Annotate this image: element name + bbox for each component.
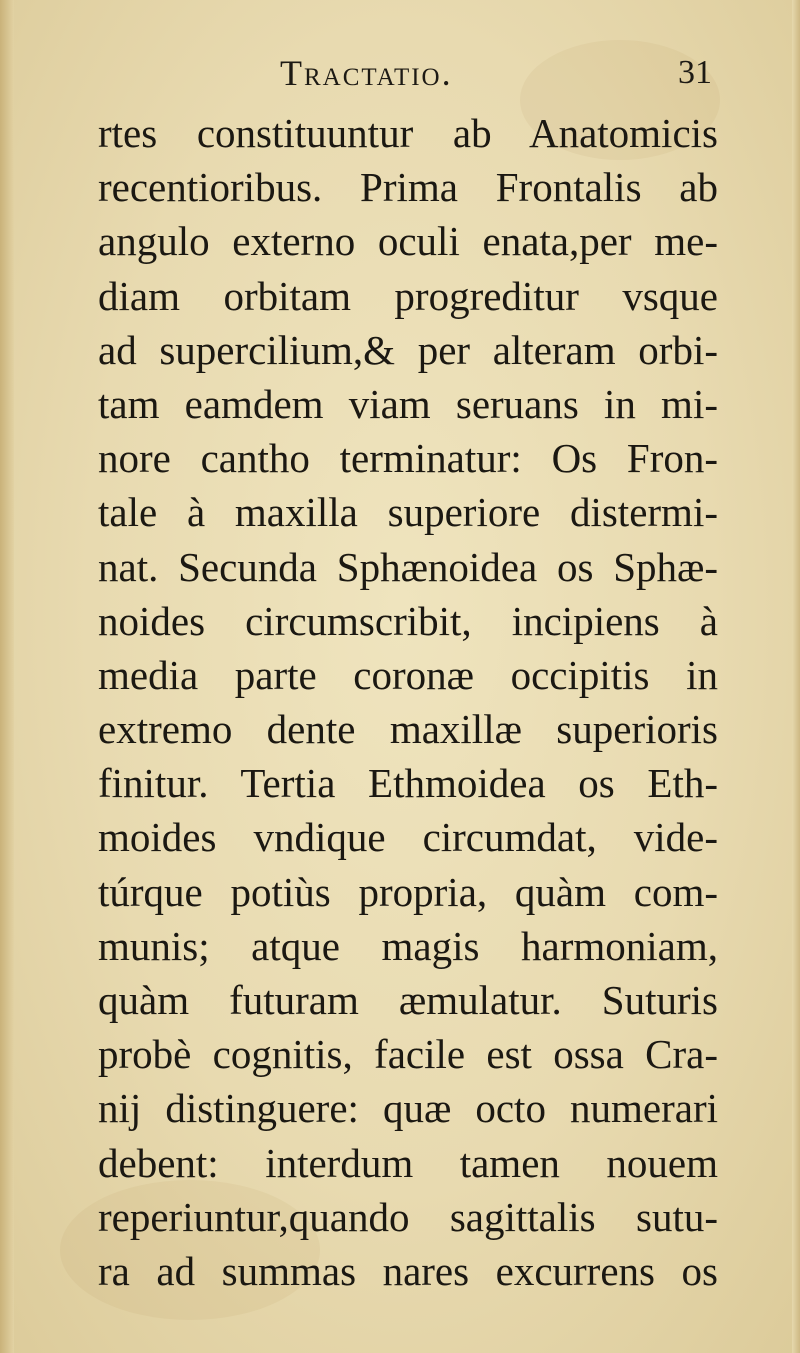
page-edge-shadow: [792, 0, 800, 1353]
body-text: [98, 106, 718, 1298]
text-line: nore cantho terminatur: Os Fron-: [98, 435, 718, 482]
text-line: nij distinguere: quæ octo numerari: [98, 1085, 718, 1132]
text-line: media parte coronæ occipitis in: [98, 651, 718, 698]
text-line: recentioribus. Prima Frontalis ab: [98, 164, 718, 211]
text-line: probè cognitis, facile est ossa Cra-: [98, 1031, 718, 1078]
page-gutter-shadow: [0, 0, 14, 1353]
text-line: tale à maxilla superiore distermi-: [98, 489, 718, 536]
text-line: munis; atque magis harmoniam,: [98, 922, 718, 969]
text-line: quàm futuram æmulatur. Suturis: [98, 977, 718, 1023]
text-line: angulo externo oculi enata,per me-: [98, 218, 718, 265]
text-line: ra ad summas nares excurrens os: [98, 1247, 718, 1294]
text-line: debent: interdum tamen nouem: [98, 1139, 718, 1186]
text-line: noides circumscribit, incipiens à: [98, 597, 718, 644]
running-head: [100, 52, 712, 100]
text-line: diam orbitam progreditur vsque: [98, 272, 718, 319]
page-number: 31: [678, 54, 712, 91]
text-line: reperiuntur,quando sagittalis sutu-: [98, 1193, 718, 1240]
text-line: túrque potiùs propria, quàm com-: [98, 868, 718, 915]
text-line: nat. Secunda Sphænoidea os Sphæ-: [98, 543, 718, 590]
text-line: rtes constituuntur ab Anatomicis: [98, 110, 718, 156]
text-line: tam eamdem viam seruans in mi-: [98, 380, 718, 427]
text-line: moides vndique circumdat, vide-: [98, 814, 718, 861]
text-line: extremo dente maxillæ superioris: [98, 706, 718, 753]
running-title: Tractatio.: [280, 53, 453, 93]
text-line: ad supercilium,& per alteram orbi-: [98, 326, 718, 373]
text-line: finitur. Tertia Ethmoidea os Eth-: [98, 760, 718, 807]
